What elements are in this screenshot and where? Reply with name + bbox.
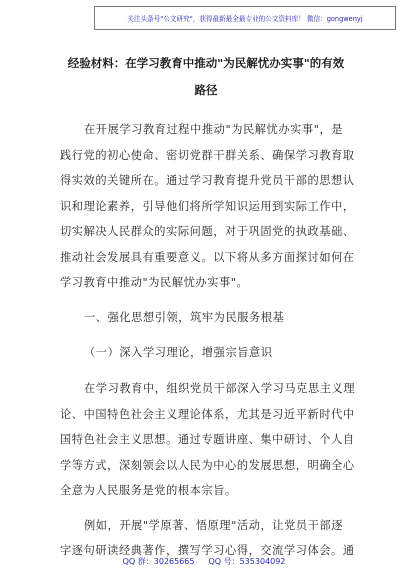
- footer-qq-group: QQ 群：30265665: [122, 557, 195, 566]
- paragraph-line: 论、中国特色社会主义理论体系，尤其是习近平新时代中: [60, 408, 355, 421]
- paragraph-line: 推动社会发展具有重要意义。以下将从多方面探讨如何在: [60, 251, 355, 264]
- subsection-heading: （一）深入学习理论，增强宗旨意识: [84, 346, 273, 359]
- paragraph-line: 国特色社会主义思想。通过专题讲座、集中研讨、个人自: [60, 433, 355, 446]
- paragraph-line: 在开展学习教育过程中推动"为民解忧办实事"，是: [84, 123, 344, 136]
- footer-contact: [0, 556, 408, 567]
- paragraph-line: 识和理论素养，引导他们将所学知识运用到实际工作中，: [60, 200, 355, 213]
- paragraph-line: 践行党的初心使命、密切党群干群关系、确保学习教育取: [60, 149, 355, 162]
- document-title-continued: 路径: [194, 83, 218, 97]
- paragraph-line: 得实效的关键所在。通过学习教育提升党员干部的思想认: [60, 174, 355, 187]
- header-banner: [94, 6, 396, 30]
- paragraph-line: 学等方式，深刻领会以人民为中心的发展思想，明确全心: [60, 459, 355, 472]
- document-title: 经验材料：在学习教育中推动"为民解忧办实事"的有效: [67, 56, 345, 70]
- paragraph-line: 学习教育中推动"为民解忧办实事"。: [60, 276, 249, 289]
- paragraph-line: 全意为人民服务是党的根本宗旨。: [60, 484, 237, 497]
- paragraph-line: 字逐句研读经典著作，撰写学习心得，交流学习体会。通: [60, 544, 355, 557]
- paragraph-line: 切实解决人民群众的实际问题，对于巩固党的执政基础、: [60, 225, 355, 238]
- header-banner-text: 关注头条号"公文研究"，获得最新最全最专业的公文资料库！ 微信：gongwenyj: [127, 15, 363, 23]
- section-heading: 一、强化思想引领，筑牢为民服务根基: [84, 311, 285, 324]
- paragraph-line: 在学习教育中，组织党员干部深入学习马克思主义理: [84, 382, 356, 395]
- footer-qq-number: QQ 号：535304092: [208, 557, 286, 566]
- paragraph-line: 例如，开展"学原著、悟原理"活动，让党员干部逐: [84, 519, 344, 532]
